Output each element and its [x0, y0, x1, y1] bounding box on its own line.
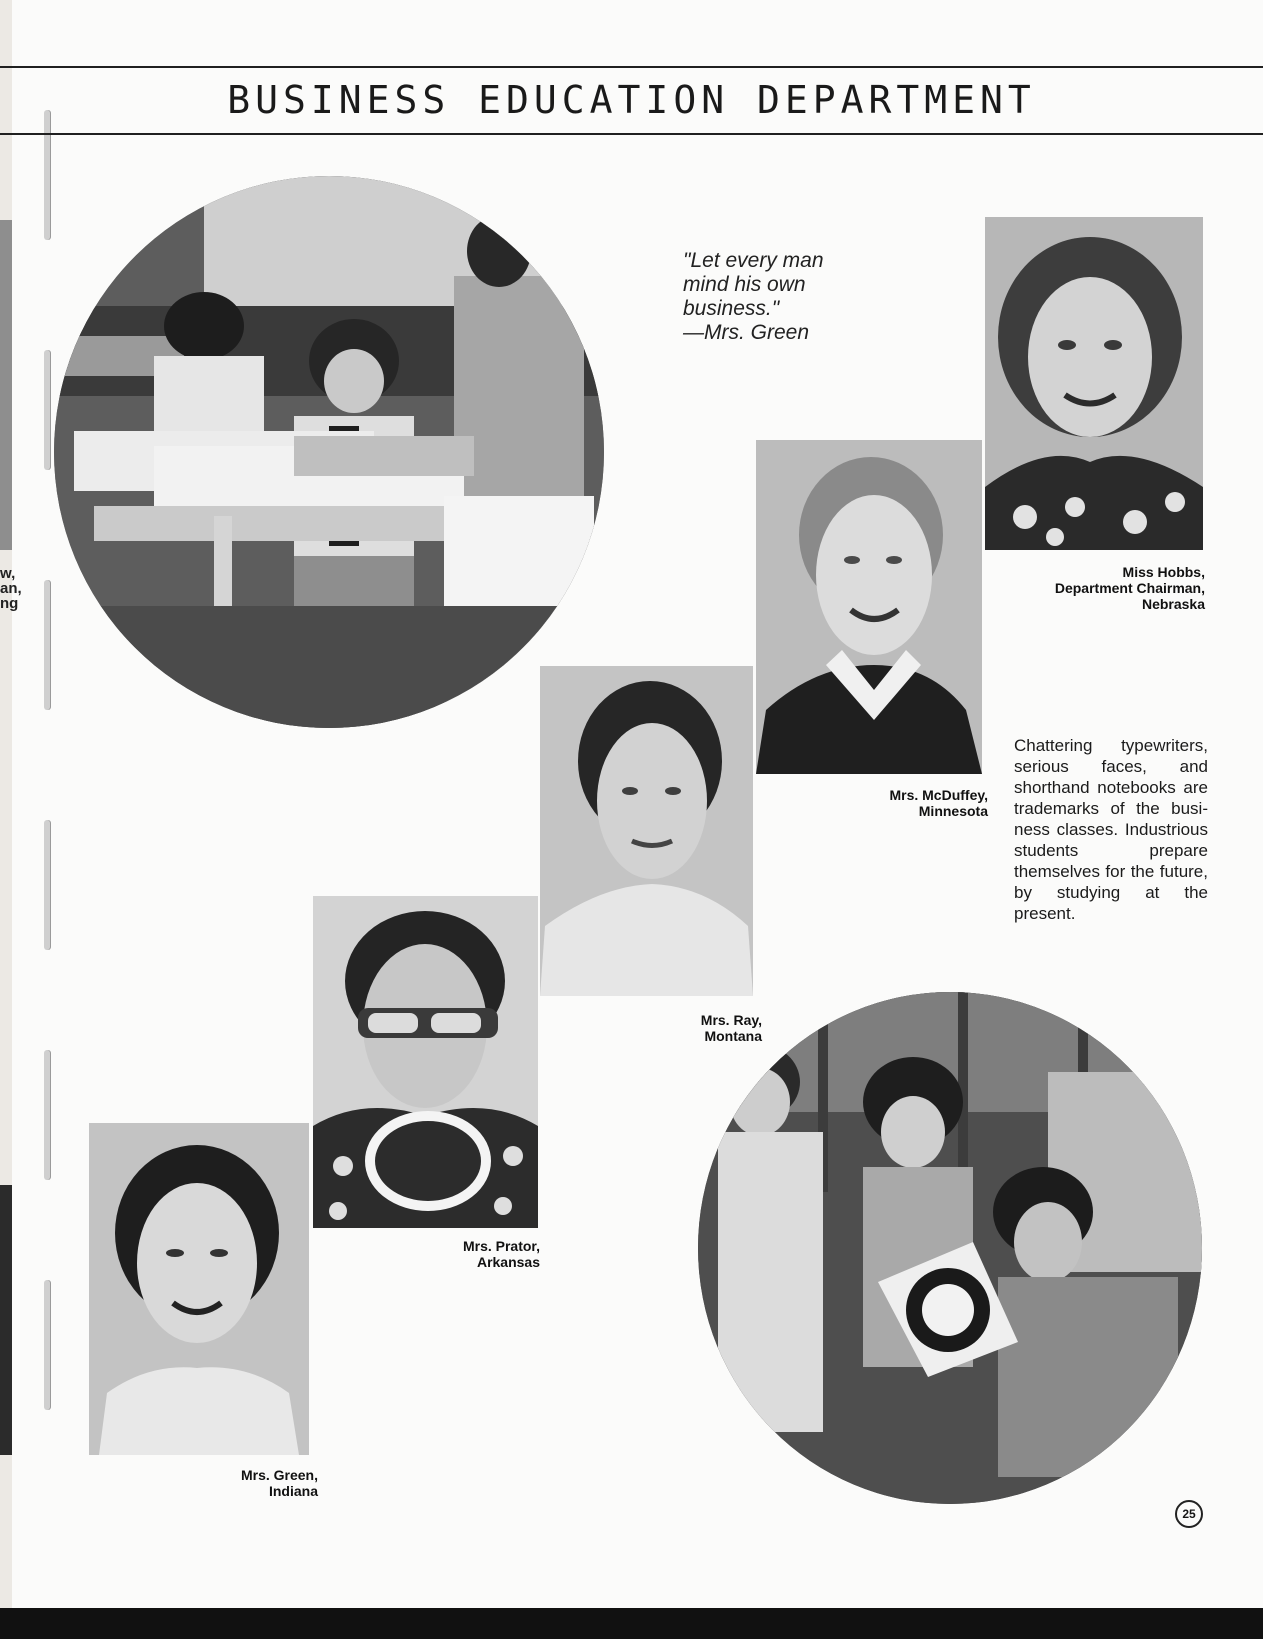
binding-stitch [44, 350, 50, 470]
caption-mrs-prator [415, 1238, 540, 1270]
staff-state: Indiana [268, 1483, 318, 1499]
department-description: Chattering typewriters, serious faces, and shorthand notebooks are trademarks of the business classes. Industrious students prepare themselves for the future, by studying at the present. [1014, 736, 1208, 923]
quote-attribution: —Mrs. Green [683, 321, 810, 344]
portrait-miss-hobbs [985, 217, 1203, 550]
scan-bottom-edge [0, 1608, 1263, 1639]
caption-miss-hobbs [1000, 564, 1205, 612]
staff-state: Arkansas [476, 1254, 540, 1270]
portrait-mrs-prator [313, 896, 538, 1228]
binding-stitch [44, 820, 50, 950]
portrait-mrs-green [89, 1123, 309, 1455]
header-rule-top [0, 66, 1263, 68]
staff-state: Minnesota [918, 803, 988, 819]
staff-name: Miss Hobbs, [1122, 564, 1205, 580]
staff-name: Mrs. Prator, [462, 1238, 540, 1254]
binding-stitch [44, 110, 50, 240]
quote-line: mind his own [683, 273, 806, 296]
portrait-mrs-ray [540, 666, 753, 996]
portrait-mrs-mcduffey [756, 440, 982, 774]
quote-line: "Let every man [683, 249, 824, 272]
staff-title: Department Chairman, [1054, 580, 1205, 596]
students-with-seal-photo [698, 992, 1202, 1504]
quote-block [683, 249, 873, 345]
staff-state: Nebraska [1141, 596, 1205, 612]
binding-stitch [44, 580, 50, 710]
staff-state: Montana [704, 1028, 762, 1044]
caption-mrs-mcduffey [840, 787, 988, 819]
page-title: BUSINESS EDUCATION DEPARTMENT [227, 78, 1036, 122]
facing-page-photo-edge [0, 220, 12, 550]
page-number: 25 [1175, 1500, 1203, 1528]
staff-name: Mrs. McDuffey, [889, 787, 988, 803]
binding-stitch [44, 1280, 50, 1410]
staff-name: Mrs. Ray, [700, 1012, 762, 1028]
staff-name: Mrs. Green, [240, 1467, 318, 1483]
classroom-typing-photo [54, 176, 604, 728]
facing-page-photo-edge-lower [0, 1185, 12, 1455]
quote-line: business." [683, 297, 780, 320]
caption-mrs-ray [640, 1012, 762, 1044]
facing-page-text-fragment: w, an, ng [0, 565, 22, 612]
binding-stitch [44, 1050, 50, 1180]
caption-mrs-green [200, 1467, 318, 1499]
header-rule-bottom [0, 133, 1263, 135]
